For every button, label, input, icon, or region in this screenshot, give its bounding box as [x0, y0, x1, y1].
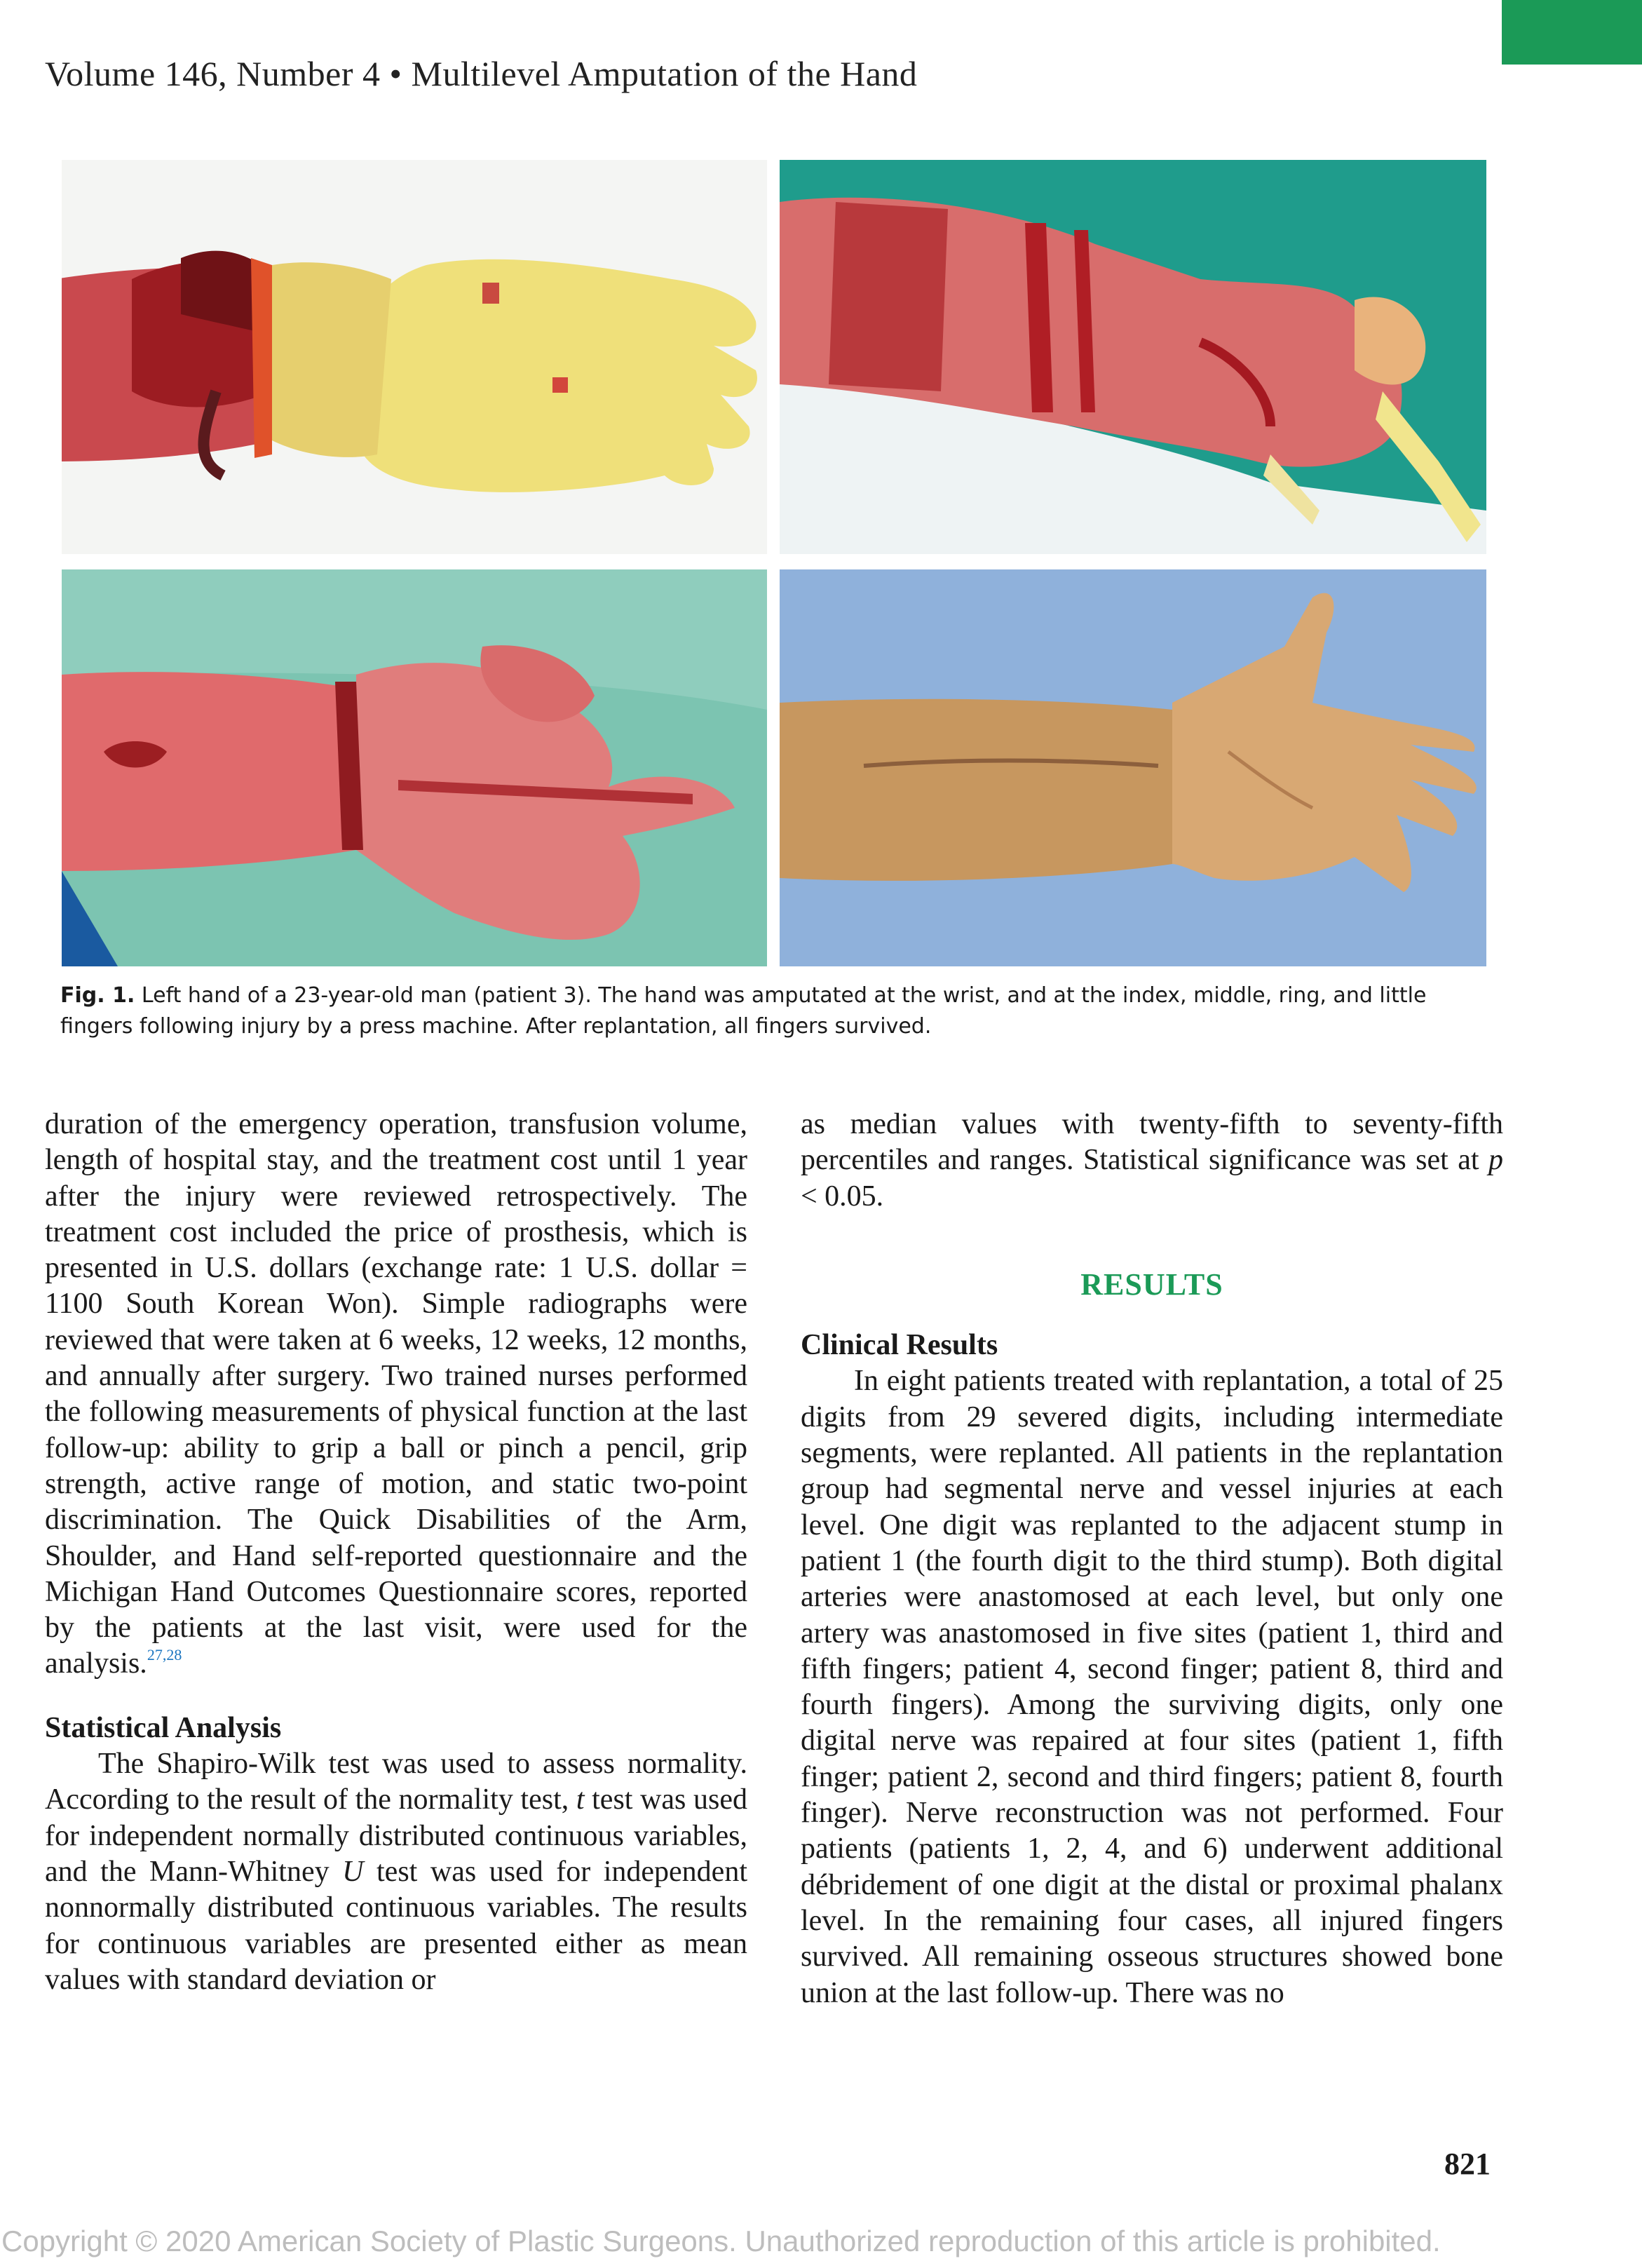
figure-caption-text: Left hand of a 23-year-old man (patient 3). The hand was amputated at the wrist, and at the index, middle, ring, and little fingers following injury by a press machine. After replantation, all fingers survived. [60, 983, 1427, 1039]
left-column [45, 1107, 747, 1998]
replanted-hand-photo [780, 160, 1486, 554]
subsection-heading: Clinical Results [801, 1329, 998, 1362]
italic-symbol: p [1488, 1144, 1503, 1177]
body-paragraph [45, 1107, 747, 1682]
healed-hand-photo [780, 569, 1486, 966]
paragraph-text: test was used for independent normally distributed continuous variables, and the Mann-Whitney [45, 1783, 747, 1888]
figure-caption [60, 980, 1491, 1042]
page-number: 821 [1444, 2147, 1491, 2181]
subsection-heading: Statistical Analysis [45, 1711, 282, 1744]
section-heading: RESULTS [1080, 1267, 1223, 1302]
paragraph-text: test was used for independent nonnormally distributed continuous variables. The results for continuous variables are presented either as mean values with standard deviation or [45, 1855, 747, 1996]
running-head: Volume 146, Number 4 • Multilevel Amputation of the Hand [45, 54, 918, 93]
italic-symbol: t [576, 1783, 585, 1816]
right-column [801, 1107, 1503, 2011]
paragraph-text: < 0.05. [801, 1180, 884, 1213]
figure-label: Fig. 1. [60, 983, 135, 1008]
amputated-hand-photo [62, 160, 767, 554]
body-paragraph [45, 1746, 747, 1998]
postoperative-hand-photo [62, 569, 767, 966]
body-paragraph [801, 1107, 1503, 1215]
paragraph-text: duration of the emergency operation, transfusion volume, length of hospital stay, and the treatment cost until 1 year after the injury were reviewed retrospectively. The treatment cost included the price of prosthesis, which is presented in U.S. dollars (exchange rate: 1 U.S. dollar = 1100 South Korean Won). Simple radiographs were reviewed that were taken at 6 weeks, 12 weeks, 12 months, and annually after surgery. Two trained nurses performed the following measurements of physical function at the last follow-up: ability to grip a ball or pinch a pencil, grip strength, active range of motion, and static two-point discrimination. The Quick Disabilities of the Arm, Shoulder, and Hand self-reported questionnaire and the Michigan Hand Outcomes Questionnaire scores, reported by the patients at the last visit, were used for the analysis. [45, 1108, 747, 1680]
section-color-tab [1502, 0, 1642, 65]
body-paragraph: In eight patients treated with replantation, a total of 25 digits from 29 severed digits, including intermediate segments, were replanted. All patients in the replantation group had segmental nerve and vessel injuries at each level. One digit was replanted to the adjacent stump in patient 1 (the fourth digit to the third stump). Both digital arteries were anastomosed at each level, but only one artery was anastomosed in five sites (patient 1, third and fifth fingers; patient 4, second finger; patient 8, third and fourth fingers). Among the surviving digits, only one digital nerve was repaired at four sites (patient 1, fifth finger; patient 2, second and third fingers; patient 8, fourth finger). Nerve reconstruction was not performed. Four patients (patients 1, 2, 4, and 6) underwent additional débridement of one digit at the distal or proximal phalanx level. In the remaining four cases, all injured fingers survived. All remaining osseous structures showed bone union at the last follow-up. There was no [801, 1365, 1503, 2009]
italic-symbol: U [342, 1855, 364, 1888]
reference-link[interactable]: 27,28 [147, 1646, 182, 1664]
copyright-notice: Copyright © 2020 American Society of Plastic Surgeons. Unauthorized reproduction of this article is prohibited. [1, 2225, 1441, 2257]
paragraph-text: The Shapiro-Wilk test was used to assess normality. According to the result of the normality test, [45, 1748, 747, 1816]
paragraph-text: as median values with twenty-fifth to seventy-fifth percentiles and ranges. Statistical significance was set at [801, 1108, 1503, 1177]
